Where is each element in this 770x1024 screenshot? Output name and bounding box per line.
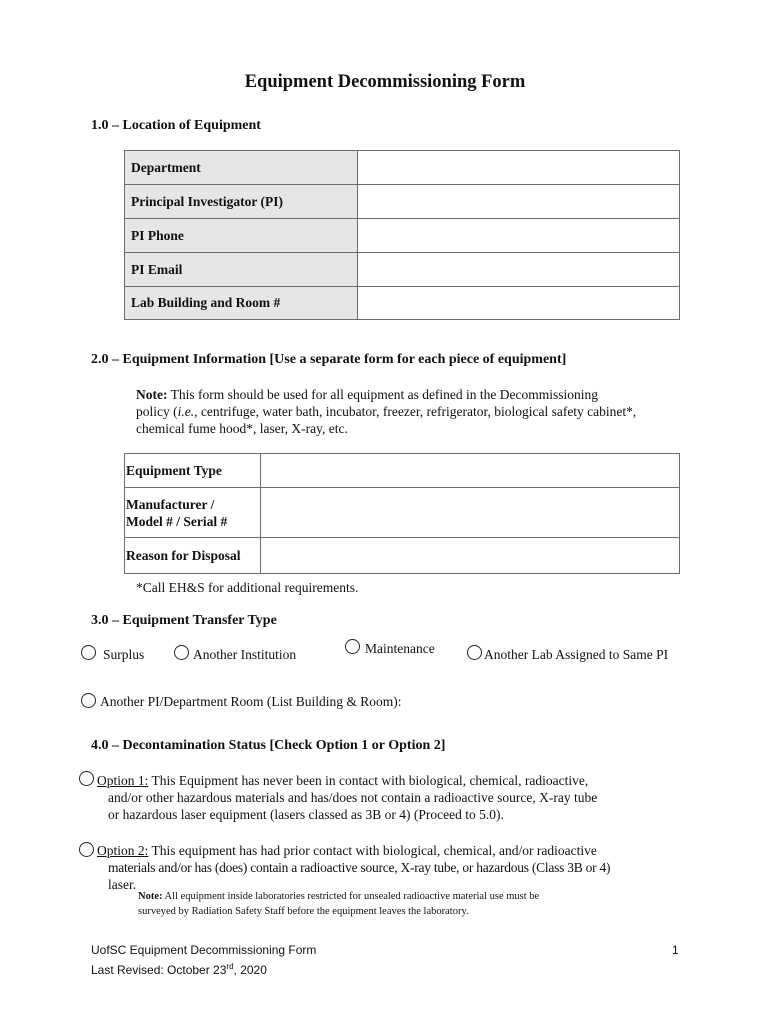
equipment-table xyxy=(124,453,680,574)
department-label: Department xyxy=(125,151,358,185)
department-field[interactable] xyxy=(358,151,680,185)
equipment-type-label: Equipment Type xyxy=(125,454,261,488)
manufacturer-field[interactable] xyxy=(261,488,680,538)
footnote: *Call EH&S for additional requirements. xyxy=(136,580,359,595)
reason-field[interactable] xyxy=(261,538,680,574)
location-table xyxy=(124,150,680,320)
option-1-label: Option 1: xyxy=(97,773,149,788)
reason-label: Reason for Disposal xyxy=(125,538,261,574)
pi-label: Principal Investigator (PI) xyxy=(125,185,358,219)
footer-form-name: UofSC Equipment Decommissioning Form xyxy=(91,943,317,957)
another-institution-radio[interactable] xyxy=(174,645,189,660)
section-1-heading: 1.0 – Location of Equipment xyxy=(91,118,261,133)
option-1-text: Option 1: This Equipment has never been in contact with biological, chemical, radioactive, and/or other hazardous materials and has/does not contain a radioactive source, X-ray tube or hazardous laser equipment (lasers classed as 3B or 4) (Proceed to 5.0). xyxy=(97,773,598,822)
section-3-heading: 3.0 – Equipment Transfer Type xyxy=(91,613,277,628)
section-2-heading: 2.0 – Equipment Information [Use a separate form for each piece of equipment] xyxy=(91,352,567,367)
note-label: Note: xyxy=(136,387,168,402)
option-1-radio[interactable] xyxy=(79,771,94,786)
footer-revised: Last Revised: October 23rd, 2020 xyxy=(91,962,267,977)
another-pi-label: Another PI/Department Room (List Building & Room): xyxy=(100,694,402,709)
another-pi-radio[interactable] xyxy=(81,693,96,708)
equipment-note: Note: This form should be used for all equipment as defined in the Decommissioning policy (i.e., centrifuge, water bath, incubator, freezer, refrigerator, biological safety cabinet*, chemical fume hood*, laser, X-ray, etc. xyxy=(136,387,637,436)
manufacturer-label: Manufacturer / Model # / Serial # xyxy=(125,488,261,538)
lab-room-field[interactable] xyxy=(358,287,680,320)
option-2-radio[interactable] xyxy=(79,842,94,857)
radiation-note: Note: All equipment inside laboratories restricted for unsealed radioactive material use must be surveyed by Radiation Safety Staff before the equipment leaves the laboratory. xyxy=(138,891,540,917)
surplus-radio[interactable] xyxy=(81,645,96,660)
surplus-label: Surplus xyxy=(103,647,145,662)
pi-field[interactable] xyxy=(358,185,680,219)
page-number: 1 xyxy=(672,943,679,957)
pi-email-label: PI Email xyxy=(125,253,358,287)
section-4-heading: 4.0 – Decontamination Status [Check Option 1 or Option 2] xyxy=(91,738,446,753)
maintenance-label: Maintenance xyxy=(365,641,435,656)
lab-room-label: Lab Building and Room # xyxy=(125,287,358,320)
another-institution-label: Another Institution xyxy=(193,647,297,662)
same-pi-lab-radio[interactable] xyxy=(467,645,482,660)
form-title: Equipment Decommissioning Form xyxy=(244,72,526,92)
option-2-label: Option 2: xyxy=(97,843,149,858)
pi-phone-field[interactable] xyxy=(358,219,680,253)
pi-email-field[interactable] xyxy=(358,253,680,287)
equipment-type-field[interactable] xyxy=(261,454,680,488)
same-pi-lab-label: Another Lab Assigned to Same PI xyxy=(484,647,669,662)
option-2-text: Option 2: This equipment has had prior contact with biological, chemical, and/or radioactive materials and/or has (does) contain a radioactive source, X-ray tube, or hazardous (Class 3B or 4) laser. xyxy=(97,843,611,892)
pi-phone-label: PI Phone xyxy=(125,219,358,253)
maintenance-radio[interactable] xyxy=(345,639,360,654)
